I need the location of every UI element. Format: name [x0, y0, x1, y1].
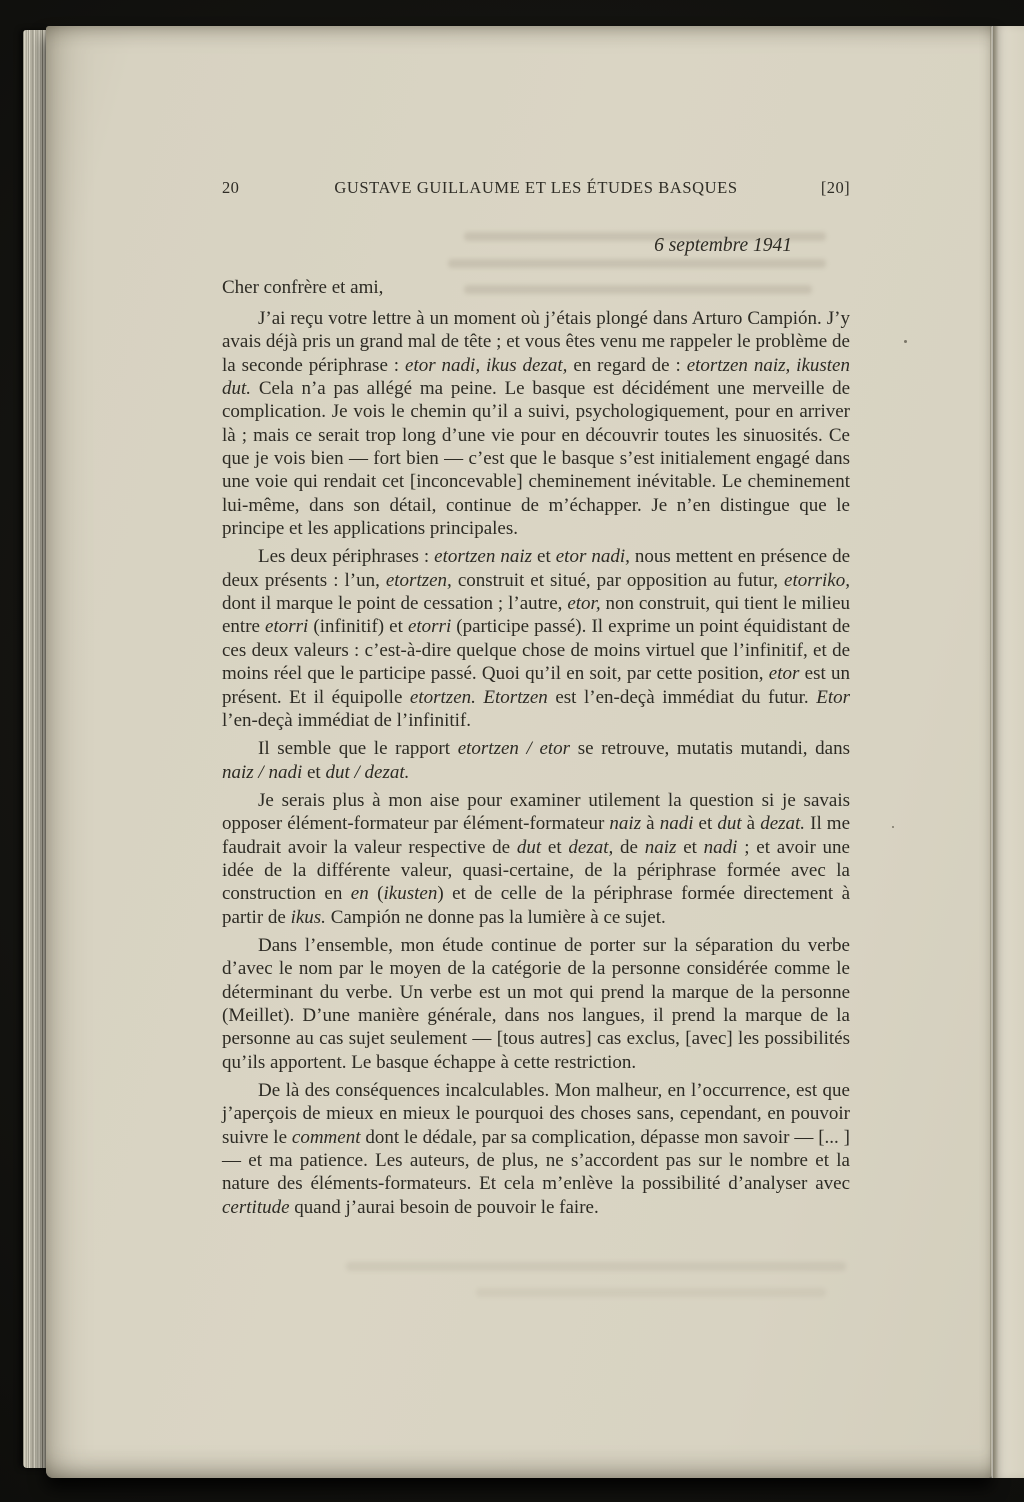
running-title: GUSTAVE GUILLAUME ET LES ÉTUDES BASQUES	[334, 178, 738, 197]
verso-show-through	[448, 259, 826, 268]
paragraph-text: (	[368, 883, 384, 905]
paragraph-text: non construit, qui tient le milieu entre	[222, 593, 850, 638]
basque-term: nadi	[703, 836, 738, 858]
basque-term: comment	[291, 1126, 361, 1148]
basque-term: etortzen / etor	[457, 738, 571, 760]
paragraph-text: construit et situé, par opposition au futur,	[451, 569, 785, 591]
paragraph-text: et	[302, 761, 326, 783]
verso-show-through	[464, 285, 812, 294]
paragraph-text: quand j’aurai besoin de pouvoir le faire.	[289, 1196, 599, 1218]
paragraph-text: (participe passé). Il exprime un point équidistant de ces deux valeurs : c’est-à-dire quelque chose de moins virtuel que l’infinitif, et de moins réel que le participe passé. Quoi qu’il en soit, par cette position,	[222, 616, 850, 685]
basque-term: etortzen,	[385, 569, 452, 591]
basque-term: en	[350, 883, 369, 905]
paragraph-text: Dans l’ensemble, mon étude continue de porter sur la séparation du verbe d’avec le nom par le moyen de la catégorie de la personne considérée comme le déterminant du verbe. Un verbe est un mot qui prend la marque de la personne (Meillet). D’une manière générale, dans nos langues, il prend la marque de la personne au cas sujet seulement — [tous autres] cas exclus, [avec] les possibilités qu’ils apportent. Le basque échappe à cette restriction.	[222, 934, 850, 1073]
paragraph-text: Campión ne donne pas la lumière à ce sujet.	[325, 906, 666, 928]
paragraph-text: à	[641, 813, 660, 835]
basque-term: dezat.	[760, 813, 806, 835]
basque-term: etorriko,	[784, 569, 850, 591]
paragraph-text: nous mettent en présence de deux présents : l’un,	[222, 546, 851, 591]
page-edge-stack	[23, 30, 48, 1468]
paragraph-text: et	[541, 836, 569, 858]
paper-speck	[892, 826, 894, 828]
basque-term: etortzen. Etortzen	[409, 686, 548, 708]
paragraph-text: l’en-deçà immédiat de l’infinitif.	[222, 709, 472, 731]
letter-date: 6 septembre 1941	[654, 235, 792, 256]
basque-term: Etor	[816, 686, 850, 708]
basque-term: naiz	[609, 813, 642, 835]
paragraph-text: Les deux périphrases :	[258, 546, 435, 568]
verso-show-through	[346, 1262, 846, 1271]
paragraph-text: Je serais plus à mon aise pour examiner utilement la question si je savais opposer élément-formateur par élément-formateur	[222, 789, 850, 835]
paragraph-text: ) et de celle de la périphrase formée directement à partir de	[222, 883, 850, 928]
basque-term: naiz / nadi	[222, 761, 303, 783]
running-head	[222, 178, 850, 198]
paragraph-text: ; et avoir une idée de la différente valeur, quasi-certaine, de la périphrase formée avec la construction en	[222, 836, 850, 905]
basque-term: naiz	[644, 836, 677, 858]
basque-term: ikusten	[383, 883, 438, 905]
page-number: 20	[222, 178, 240, 197]
letter-paragraph	[222, 307, 850, 540]
margin-reference-number: [20]	[820, 178, 850, 197]
paragraph-text: De là des conséquences incalculables. Mon malheur, en l’occurrence, est que j’aperçois de mieux en mieux le pourquoi des choses sans, cependant, en pouvoir suivre le	[222, 1080, 850, 1148]
basque-term: certitude	[222, 1196, 290, 1218]
letter-paragraph	[222, 789, 850, 929]
paragraph-text: J’ai reçu votre lettre à un moment où j’étais plongé dans Arturo Campión. J’y avais déjà pris un grand mal de tête ; et vous êtes venu me rappeler le problème de la seconde périphrase :	[222, 308, 850, 376]
basque-term: etor nadi,	[555, 546, 630, 568]
basque-term: etorri	[265, 616, 309, 638]
paragraph-text: et	[676, 836, 704, 858]
paragraph-text: Il semble que le rapport	[258, 738, 458, 760]
letter-paragraph	[222, 1079, 850, 1219]
basque-term: dut	[717, 813, 742, 835]
letter-paragraph	[222, 934, 850, 1074]
basque-term: nadi	[659, 813, 694, 835]
basque-term: etorri	[407, 616, 452, 638]
basque-term: ikus.	[290, 906, 326, 928]
basque-term: dezat,	[568, 836, 614, 858]
paragraph-text: dont il marque le point de cessation ; l’autre,	[222, 593, 568, 615]
basque-term: dut / dezat.	[325, 761, 410, 783]
paragraph-text: et	[532, 546, 556, 568]
paragraph-text: est l’en-deçà immédiat du futur.	[547, 686, 817, 708]
letter-paragraph	[222, 737, 850, 784]
basque-term: etortzen naiz	[434, 546, 533, 568]
book-page	[46, 26, 992, 1478]
paper-speck	[904, 340, 907, 343]
paragraph-text: dont le dédale, par sa complication, dépasse mon savoir — [... ] — et ma patience. Les auteurs, de plus, ne s’accordent pas sur le nombre et la nature des éléments-formateurs. Et cela m’enlève la possibilité d’analyser avec	[222, 1126, 850, 1195]
paragraph-text: et	[693, 813, 718, 835]
letter-paragraph	[222, 545, 850, 732]
verso-show-through	[476, 1288, 826, 1297]
basque-term: etor nadi, ikus dezat,	[405, 354, 568, 376]
paragraph-text: Cela n’a pas allégé ma peine. Le basque est décidément une merveille de complication. Je vois le chemin qu’il a suivi, psychologiquement, pour en arriver là ; mais ce serait trop long d’une vie pour en découvrir toutes les sinuosités. Ce que je vois bien — fort bien — c’est que le basque s’est initialement engagé dans une voie qui rendait cet [inconcevable] cheminement inévitable. Le cheminement lui-même, dans son détail, continue de m’échapper. Je n’en distingue que le principe et les applications principales.	[222, 378, 850, 540]
paragraph-text: Il me faudrait avoir la valeur respective de	[222, 813, 851, 858]
basque-term: etortzen naiz, ikusten dut.	[222, 354, 850, 400]
letter-salutation: Cher confrère et ami,	[222, 277, 384, 298]
adjacent-page-edge	[993, 26, 1024, 1478]
paragraph-text: en regard de :	[567, 354, 687, 376]
basque-term: dut	[516, 836, 542, 858]
paragraph-text: est un présent. Et il équipolle	[222, 663, 850, 708]
paragraph-text: de	[613, 836, 645, 858]
paragraph-text: à	[741, 813, 761, 835]
basque-term: etor,	[567, 593, 601, 615]
letter-body	[222, 307, 850, 1224]
paragraph-text: (infinitif) et	[308, 616, 408, 638]
basque-term: etor	[768, 663, 800, 685]
paragraph-text: se retrouve, mutatis mutandi, dans	[570, 738, 851, 760]
